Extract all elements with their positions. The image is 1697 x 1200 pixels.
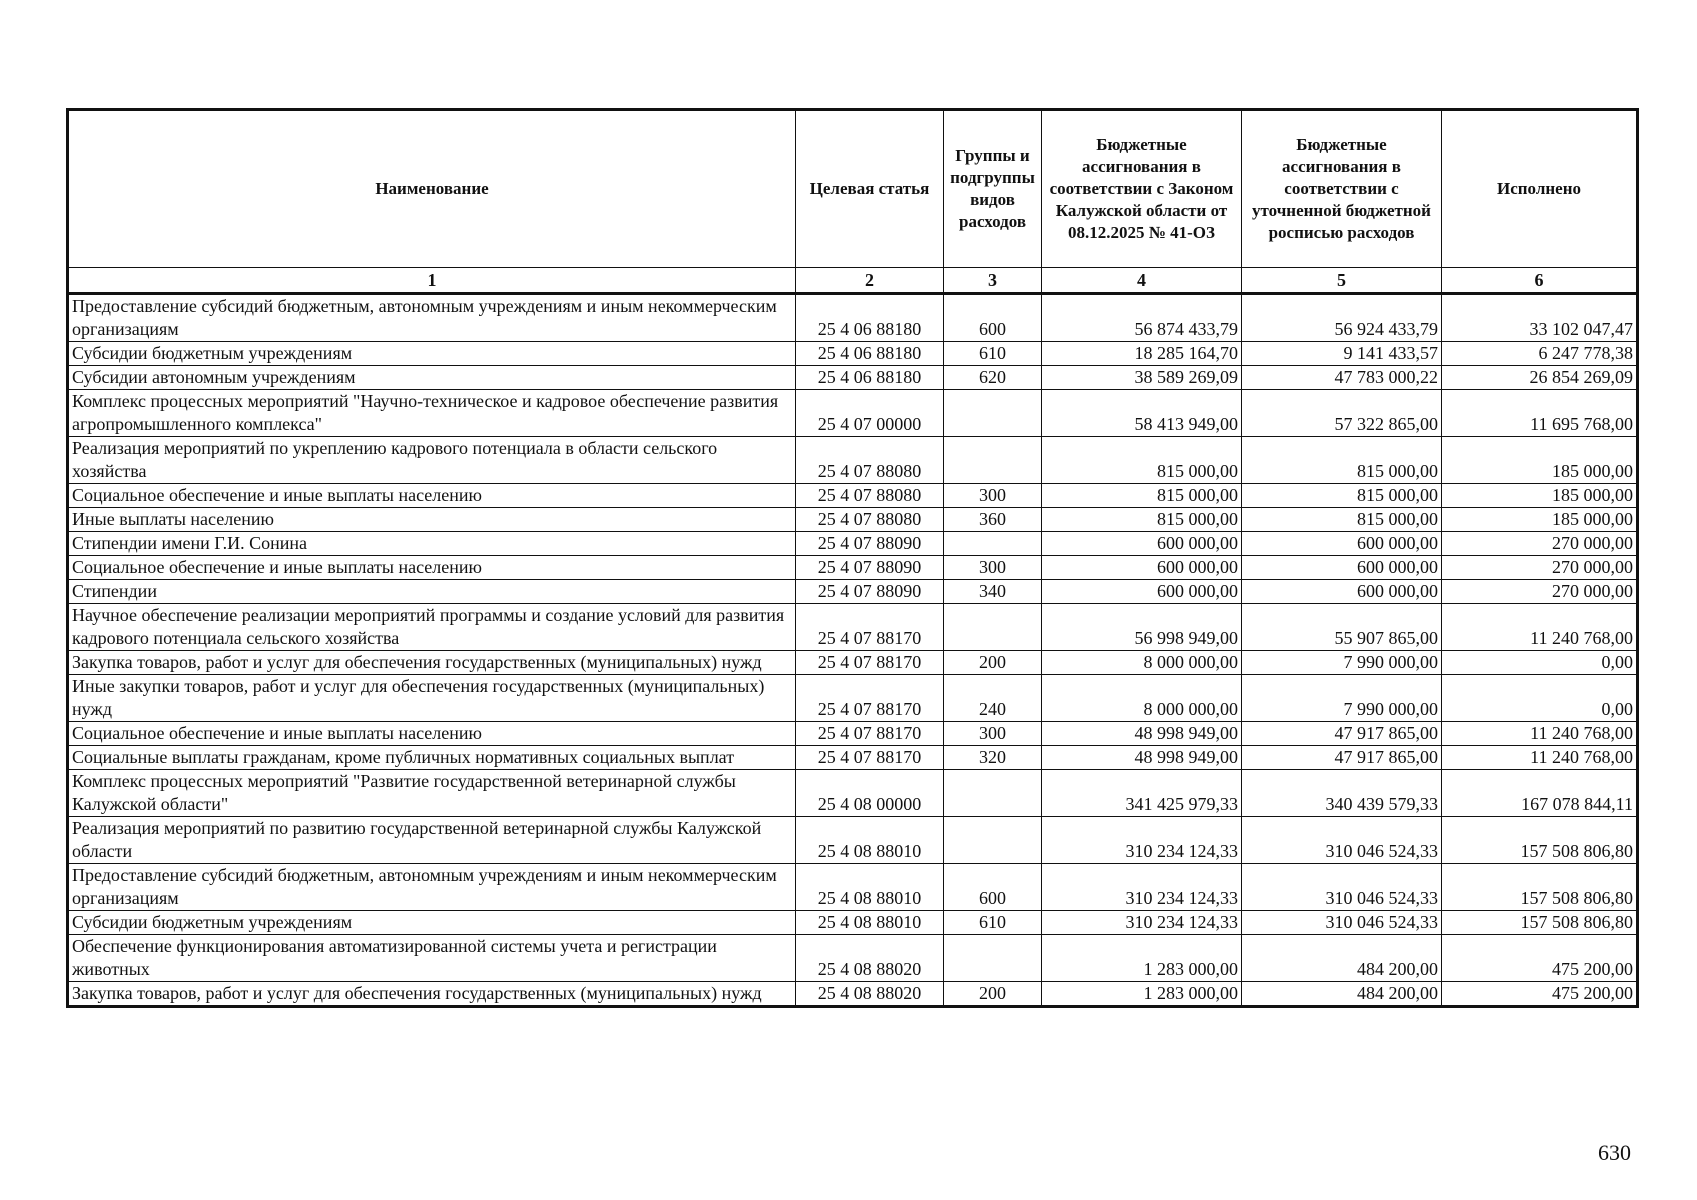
table-row bbox=[68, 675, 1638, 722]
table-row bbox=[68, 294, 1638, 342]
table-row bbox=[68, 817, 1638, 864]
cell-target-article: 25 4 08 88020 bbox=[796, 982, 944, 1007]
header-name: Наименование bbox=[68, 110, 796, 268]
cell-law-allocation: 1 283 000,00 bbox=[1042, 935, 1242, 982]
cell-executed: 26 854 269,09 bbox=[1442, 366, 1638, 390]
cell-expense-group bbox=[944, 770, 1042, 817]
cell-executed: 6 247 778,38 bbox=[1442, 342, 1638, 366]
column-number: 1 bbox=[68, 268, 796, 294]
cell-executed: 185 000,00 bbox=[1442, 437, 1638, 484]
cell-revised-allocation: 57 322 865,00 bbox=[1242, 390, 1442, 437]
cell-name: Социальное обеспечение и иные выплаты населению bbox=[68, 484, 796, 508]
cell-revised-allocation: 815 000,00 bbox=[1242, 508, 1442, 532]
cell-target-article: 25 4 07 88090 bbox=[796, 532, 944, 556]
cell-target-article: 25 4 07 88170 bbox=[796, 722, 944, 746]
table-row bbox=[68, 864, 1638, 911]
cell-revised-allocation: 47 783 000,22 bbox=[1242, 366, 1442, 390]
cell-target-article: 25 4 07 88170 bbox=[796, 746, 944, 770]
cell-name: Закупка товаров, работ и услуг для обеспечения государственных (муниципальных) нужд bbox=[68, 651, 796, 675]
cell-expense-group: 610 bbox=[944, 911, 1042, 935]
cell-expense-group: 200 bbox=[944, 651, 1042, 675]
cell-executed: 157 508 806,80 bbox=[1442, 817, 1638, 864]
cell-target-article: 25 4 08 88020 bbox=[796, 935, 944, 982]
cell-name: Социальные выплаты гражданам, кроме публичных нормативных социальных выплат bbox=[68, 746, 796, 770]
table-row bbox=[68, 746, 1638, 770]
cell-law-allocation: 600 000,00 bbox=[1042, 532, 1242, 556]
cell-executed: 475 200,00 bbox=[1442, 935, 1638, 982]
cell-executed: 11 240 768,00 bbox=[1442, 746, 1638, 770]
table-row bbox=[68, 508, 1638, 532]
cell-executed: 270 000,00 bbox=[1442, 556, 1638, 580]
cell-target-article: 25 4 06 88180 bbox=[796, 342, 944, 366]
cell-law-allocation: 58 413 949,00 bbox=[1042, 390, 1242, 437]
cell-law-allocation: 1 283 000,00 bbox=[1042, 982, 1242, 1007]
table-row bbox=[68, 580, 1638, 604]
cell-law-allocation: 56 998 949,00 bbox=[1042, 604, 1242, 651]
cell-law-allocation: 815 000,00 bbox=[1042, 508, 1242, 532]
header-revised-allocations: Бюджетные ассигнования в соответствии с уточненной бюджетной росписью расходов bbox=[1242, 110, 1442, 268]
cell-executed: 185 000,00 bbox=[1442, 508, 1638, 532]
table-row bbox=[68, 911, 1638, 935]
cell-name: Стипендии bbox=[68, 580, 796, 604]
cell-name: Социальное обеспечение и иные выплаты населению bbox=[68, 722, 796, 746]
table-body bbox=[68, 294, 1638, 1007]
table-row bbox=[68, 366, 1638, 390]
cell-name: Социальное обеспечение и иные выплаты населению bbox=[68, 556, 796, 580]
cell-expense-group: 610 bbox=[944, 342, 1042, 366]
page-number: 630 bbox=[1598, 1140, 1631, 1165]
cell-revised-allocation: 815 000,00 bbox=[1242, 437, 1442, 484]
header-executed: Исполнено bbox=[1442, 110, 1638, 268]
table-row bbox=[68, 935, 1638, 982]
column-number: 3 bbox=[944, 268, 1042, 294]
cell-name: Стипендии имени Г.И. Сонина bbox=[68, 532, 796, 556]
cell-expense-group bbox=[944, 935, 1042, 982]
cell-law-allocation: 38 589 269,09 bbox=[1042, 366, 1242, 390]
cell-law-allocation: 600 000,00 bbox=[1042, 556, 1242, 580]
cell-revised-allocation: 600 000,00 bbox=[1242, 532, 1442, 556]
cell-name: Субсидии автономным учреждениям bbox=[68, 366, 796, 390]
cell-law-allocation: 8 000 000,00 bbox=[1042, 675, 1242, 722]
cell-target-article: 25 4 07 88080 bbox=[796, 484, 944, 508]
table-row bbox=[68, 437, 1638, 484]
cell-expense-group bbox=[944, 817, 1042, 864]
header-law-allocations: Бюджетные ассигнования в соответствии с Законом Калужской области от 08.12.2025 № 41-ОЗ bbox=[1042, 110, 1242, 268]
table-row bbox=[68, 556, 1638, 580]
header-expense-groups: Группы и подгруппы видов расходов bbox=[944, 110, 1042, 268]
cell-expense-group bbox=[944, 604, 1042, 651]
cell-name: Субсидии бюджетным учреждениям bbox=[68, 911, 796, 935]
cell-target-article: 25 4 08 88010 bbox=[796, 911, 944, 935]
cell-name: Субсидии бюджетным учреждениям bbox=[68, 342, 796, 366]
cell-target-article: 25 4 07 88170 bbox=[796, 651, 944, 675]
cell-revised-allocation: 340 439 579,33 bbox=[1242, 770, 1442, 817]
cell-revised-allocation: 9 141 433,57 bbox=[1242, 342, 1442, 366]
cell-expense-group: 200 bbox=[944, 982, 1042, 1007]
cell-name: Реализация мероприятий по укреплению кадрового потенциала в области сельского хозяйства bbox=[68, 437, 796, 484]
cell-revised-allocation: 55 907 865,00 bbox=[1242, 604, 1442, 651]
cell-revised-allocation: 600 000,00 bbox=[1242, 556, 1442, 580]
table-row bbox=[68, 342, 1638, 366]
cell-law-allocation: 48 998 949,00 bbox=[1042, 746, 1242, 770]
cell-revised-allocation: 56 924 433,79 bbox=[1242, 294, 1442, 342]
cell-executed: 157 508 806,80 bbox=[1442, 864, 1638, 911]
cell-revised-allocation: 310 046 524,33 bbox=[1242, 817, 1442, 864]
cell-revised-allocation: 310 046 524,33 bbox=[1242, 864, 1442, 911]
cell-law-allocation: 815 000,00 bbox=[1042, 437, 1242, 484]
cell-executed: 157 508 806,80 bbox=[1442, 911, 1638, 935]
cell-executed: 0,00 bbox=[1442, 675, 1638, 722]
cell-name: Комплекс процессных мероприятий "Развитие государственной ветеринарной службы Калужской области" bbox=[68, 770, 796, 817]
cell-name: Закупка товаров, работ и услуг для обеспечения государственных (муниципальных) нужд bbox=[68, 982, 796, 1007]
cell-executed: 33 102 047,47 bbox=[1442, 294, 1638, 342]
cell-executed: 167 078 844,11 bbox=[1442, 770, 1638, 817]
cell-expense-group: 320 bbox=[944, 746, 1042, 770]
column-number: 4 bbox=[1042, 268, 1242, 294]
cell-name: Комплекс процессных мероприятий "Научно-техническое и кадровое обеспечение развития агропромышленного комплекса" bbox=[68, 390, 796, 437]
cell-name: Предоставление субсидий бюджетным, автономным учреждениям и иным некоммерческим организациям bbox=[68, 864, 796, 911]
cell-executed: 11 695 768,00 bbox=[1442, 390, 1638, 437]
cell-law-allocation: 310 234 124,33 bbox=[1042, 817, 1242, 864]
cell-target-article: 25 4 06 88180 bbox=[796, 294, 944, 342]
cell-law-allocation: 341 425 979,33 bbox=[1042, 770, 1242, 817]
cell-executed: 0,00 bbox=[1442, 651, 1638, 675]
cell-revised-allocation: 484 200,00 bbox=[1242, 935, 1442, 982]
cell-executed: 185 000,00 bbox=[1442, 484, 1638, 508]
cell-expense-group bbox=[944, 437, 1042, 484]
cell-revised-allocation: 7 990 000,00 bbox=[1242, 675, 1442, 722]
cell-expense-group: 360 bbox=[944, 508, 1042, 532]
cell-expense-group: 240 bbox=[944, 675, 1042, 722]
cell-expense-group: 340 bbox=[944, 580, 1042, 604]
cell-expense-group: 620 bbox=[944, 366, 1042, 390]
cell-name: Иные закупки товаров, работ и услуг для обеспечения государственных (муниципальных) нужд bbox=[68, 675, 796, 722]
cell-expense-group: 300 bbox=[944, 722, 1042, 746]
cell-law-allocation: 310 234 124,33 bbox=[1042, 911, 1242, 935]
cell-target-article: 25 4 06 88180 bbox=[796, 366, 944, 390]
cell-target-article: 25 4 08 00000 bbox=[796, 770, 944, 817]
cell-executed: 11 240 768,00 bbox=[1442, 604, 1638, 651]
column-number-row bbox=[68, 268, 1638, 294]
cell-law-allocation: 56 874 433,79 bbox=[1042, 294, 1242, 342]
table-row bbox=[68, 604, 1638, 651]
cell-expense-group: 300 bbox=[944, 556, 1042, 580]
cell-law-allocation: 48 998 949,00 bbox=[1042, 722, 1242, 746]
cell-target-article: 25 4 07 88080 bbox=[796, 437, 944, 484]
table-row bbox=[68, 770, 1638, 817]
cell-expense-group: 300 bbox=[944, 484, 1042, 508]
cell-law-allocation: 310 234 124,33 bbox=[1042, 864, 1242, 911]
cell-revised-allocation: 47 917 865,00 bbox=[1242, 722, 1442, 746]
cell-expense-group bbox=[944, 390, 1042, 437]
budget-table bbox=[66, 108, 1639, 1008]
column-number: 2 bbox=[796, 268, 944, 294]
table-row bbox=[68, 484, 1638, 508]
cell-target-article: 25 4 07 88080 bbox=[796, 508, 944, 532]
cell-name: Реализация мероприятий по развитию государственной ветеринарной службы Калужской области bbox=[68, 817, 796, 864]
cell-revised-allocation: 815 000,00 bbox=[1242, 484, 1442, 508]
cell-revised-allocation: 47 917 865,00 bbox=[1242, 746, 1442, 770]
cell-expense-group: 600 bbox=[944, 864, 1042, 911]
cell-expense-group bbox=[944, 532, 1042, 556]
table-row bbox=[68, 722, 1638, 746]
cell-name: Научное обеспечение реализации мероприятий программы и создание условий для развития кадрового потенциала сельского хозяйства bbox=[68, 604, 796, 651]
cell-law-allocation: 600 000,00 bbox=[1042, 580, 1242, 604]
cell-executed: 270 000,00 bbox=[1442, 580, 1638, 604]
cell-revised-allocation: 7 990 000,00 bbox=[1242, 651, 1442, 675]
cell-law-allocation: 8 000 000,00 bbox=[1042, 651, 1242, 675]
cell-target-article: 25 4 08 88010 bbox=[796, 817, 944, 864]
table-row bbox=[68, 651, 1638, 675]
cell-target-article: 25 4 08 88010 bbox=[796, 864, 944, 911]
header-target-article: Целевая статья bbox=[796, 110, 944, 268]
cell-executed: 270 000,00 bbox=[1442, 532, 1638, 556]
cell-executed: 11 240 768,00 bbox=[1442, 722, 1638, 746]
cell-name: Предоставление субсидий бюджетным, автономным учреждениям и иным некоммерческим организациям bbox=[68, 294, 796, 342]
cell-target-article: 25 4 07 88090 bbox=[796, 580, 944, 604]
cell-target-article: 25 4 07 88170 bbox=[796, 675, 944, 722]
cell-law-allocation: 18 285 164,70 bbox=[1042, 342, 1242, 366]
cell-revised-allocation: 484 200,00 bbox=[1242, 982, 1442, 1007]
cell-executed: 475 200,00 bbox=[1442, 982, 1638, 1007]
header-row bbox=[68, 110, 1638, 268]
cell-target-article: 25 4 07 88090 bbox=[796, 556, 944, 580]
cell-expense-group: 600 bbox=[944, 294, 1042, 342]
cell-name: Обеспечение функционирования автоматизированной системы учета и регистрации животных bbox=[68, 935, 796, 982]
table-row bbox=[68, 982, 1638, 1007]
cell-target-article: 25 4 07 88170 bbox=[796, 604, 944, 651]
table-row bbox=[68, 532, 1638, 556]
cell-target-article: 25 4 07 00000 bbox=[796, 390, 944, 437]
cell-name: Иные выплаты населению bbox=[68, 508, 796, 532]
cell-revised-allocation: 600 000,00 bbox=[1242, 580, 1442, 604]
cell-law-allocation: 815 000,00 bbox=[1042, 484, 1242, 508]
column-number: 6 bbox=[1442, 268, 1638, 294]
column-number: 5 bbox=[1242, 268, 1442, 294]
cell-revised-allocation: 310 046 524,33 bbox=[1242, 911, 1442, 935]
table-row bbox=[68, 390, 1638, 437]
